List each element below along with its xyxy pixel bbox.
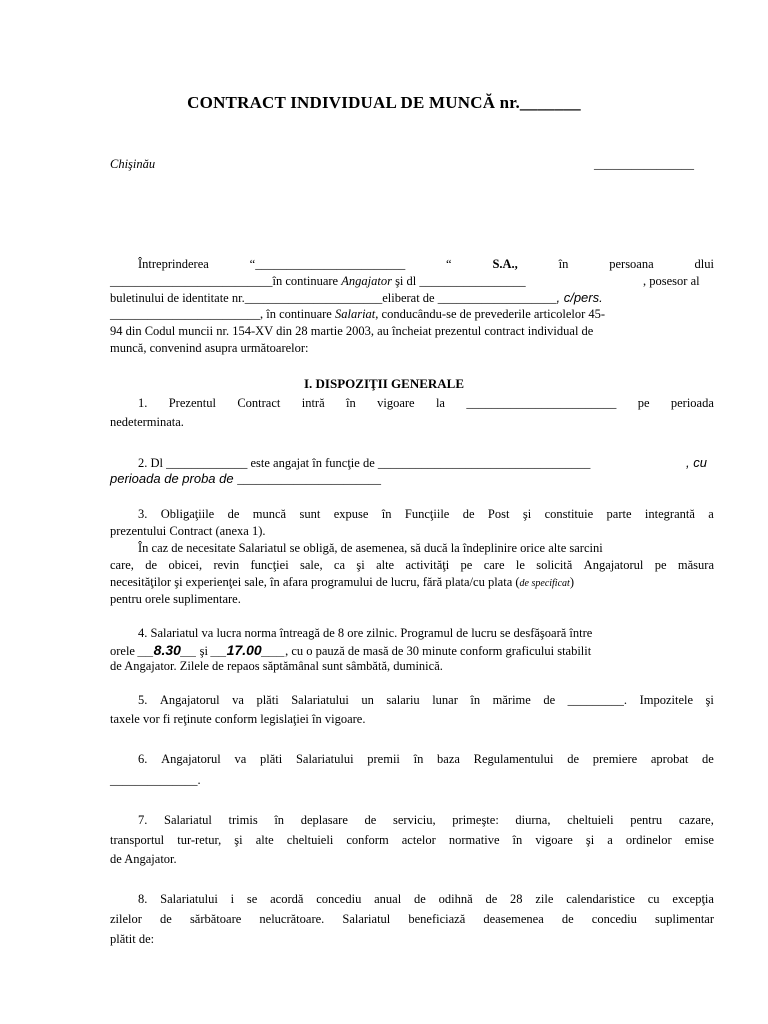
city-label: Chişinău [110,157,156,171]
specify-note: de specificat [519,578,570,589]
intro-line-2 [110,273,526,289]
word: i [230,892,235,906]
word: cazare, [678,813,714,827]
end-time-field[interactable]: __17.00___ [211,642,286,658]
word: alte [376,558,395,572]
word: odihnă [438,892,473,906]
word: ca [333,558,346,572]
word: în [381,507,392,521]
word: de [702,752,714,766]
word: Angajatorul [583,558,644,572]
word: mărime [492,693,531,707]
word: 7. [138,813,148,827]
word: Contract [237,396,281,410]
start-time-field[interactable]: __8.30__ [138,642,197,658]
text: este angajat în funcţie de [247,456,378,470]
word: de [414,892,426,906]
word: parte [606,507,632,521]
word: Salariatul [164,813,212,827]
word: 6. [138,752,148,766]
word: vigoare [535,833,573,847]
word: concediu [591,912,637,926]
word: în [274,813,285,827]
intro-line-4 [110,306,714,322]
issued-by-field[interactable]: ___________________ [437,291,557,305]
word: sunt [299,507,321,521]
p2-line-1 [138,455,590,471]
word: acordă [270,892,304,906]
word: Angajatorul [161,752,221,766]
start-date-field[interactable]: ________________________ [466,396,617,410]
p8-line-2 [110,911,714,927]
word: va [234,752,247,766]
text: , conducându-se de prevederile articolelor 45- [375,307,606,321]
word: excepţia [672,892,714,906]
intro-line-3 [110,290,603,306]
word: cu [647,892,660,906]
p2-cu: , cu [686,455,707,470]
p3-line-2: prezentului Contract (anexa 1). [110,524,266,538]
word: activităţi [405,558,450,572]
word: de [485,892,498,906]
p5-line-1 [110,692,714,708]
word: de [543,693,556,707]
word: şi [585,833,595,847]
word: actelor [401,833,436,847]
word: Salariatului [291,693,349,707]
text: eliberat de [382,291,438,305]
salariat-term: Salariat [334,307,376,321]
intro-line-2-end: , posesor al [643,274,700,288]
p3-line-4 [110,557,714,573]
word: diurna, [515,813,551,827]
word: premiere [592,752,638,766]
word: se [246,892,258,906]
word: 8. [138,892,148,906]
word: deplasare [300,813,348,827]
word: funcţiei [250,558,289,572]
word: premii [367,752,400,766]
employee-name-field[interactable]: _________________ [419,274,526,288]
p3-line-1 [110,506,714,522]
employee-field[interactable]: _____________ [166,456,248,470]
word: de [567,752,580,766]
word: de [561,912,574,926]
word: sărbătoare [189,912,242,926]
word: în [558,257,569,271]
word: va [232,693,244,707]
word: Salariatului [160,892,218,906]
p1-line-2: nedeterminata. [110,415,184,429]
word: alte [255,833,274,847]
p3-line-3: În caz de necesitate Salariatul se obligă, de asemenea, să ducă la îndeplinire orice alte sarcini [138,541,603,555]
word: emise [684,833,714,847]
word: pe [654,558,667,572]
word: baza [437,752,460,766]
word: dlui [694,257,714,271]
word: primeşte: [452,813,499,827]
angajator-term: Angajator [341,274,392,288]
word: Prezentul [168,396,216,410]
word: pe [637,396,650,410]
p5-line-2: taxele vor fi reţinute conform legislaţiei în vigoare. [110,712,366,726]
word: care [483,558,505,572]
company-name-field[interactable]: “________________________ [249,257,406,271]
p2-line-2 [110,471,381,487]
date-field[interactable]: ________________ [594,157,694,171]
text: , în continuare [260,307,335,321]
personal-code-field[interactable]: ________________________ [110,307,260,321]
word: pentru [630,813,663,827]
word: nelucrătoare. [259,912,325,926]
p3-line-5 [110,574,574,592]
word: 28 [510,892,523,906]
p1-line-1 [110,395,714,411]
word: zile [535,892,554,906]
word: în [413,752,424,766]
word: ordinelor [625,833,672,847]
word: Întreprinderea [138,257,209,271]
text: orele [110,644,139,658]
word: Regulamentului [473,752,554,766]
word: suplimentar [654,912,714,926]
word: în [346,396,356,410]
word: cheltuieli [286,833,334,847]
word: care, [110,558,134,572]
word: plăti [260,752,283,766]
word: intră [301,396,325,410]
word: calendaristice [566,892,635,906]
word: salariu [386,693,420,707]
position-field[interactable]: __________________________________ [377,456,591,470]
word: în [470,693,481,707]
word: trimis [228,813,258,827]
word: Post [487,507,510,521]
word: de [160,912,172,926]
word: şi [356,558,365,572]
word: măsura [677,558,714,572]
word: zilelor [110,912,142,926]
id-number-field[interactable]: ______________________ [244,291,383,305]
word: a [607,833,613,847]
representative-name-field[interactable]: __________________________în continuare [110,274,342,288]
text: 2. Dl [138,456,167,470]
word: de [364,813,377,827]
word: revin [213,558,240,572]
word: 1. [138,396,148,410]
word: de [462,507,475,521]
text: şi dl [391,274,420,288]
word: plăti [256,693,279,707]
p8-line-3: plătit de: [110,932,155,946]
word: perioada [670,396,714,410]
word: Salariatului [295,752,354,766]
word: solicită [536,558,573,572]
section-heading: I. DISPOZIŢII GENERALE [303,376,465,391]
word: constituie [544,507,594,521]
intro-line-1 [110,256,714,272]
word: lunar [432,693,458,707]
text: necesităţilor şi experienţei sale, în afara programului de lucru, fără plata/cu plata ( [110,575,520,589]
word: de [145,558,158,572]
p7-line-2 [110,832,714,848]
p7-line-1 [110,812,714,828]
word: Obligaţiile [160,507,215,521]
probation-label: perioada de proba de [110,471,238,486]
word: un [361,693,374,707]
word: obicei, [168,558,203,572]
word: normative [448,833,500,847]
word: în [512,833,523,847]
text: ) [569,575,574,589]
word: muncă [252,507,287,521]
word: transportul [110,833,165,847]
word: sale, [300,558,323,572]
p7-line-3: de Angajator. [110,852,177,866]
text: şi [196,644,212,658]
word: le [515,558,525,572]
word: Angajatorul [159,693,220,707]
intro-line-6: muncă, convenind asupra următoarelor: [110,341,309,355]
word: beneficiază [408,912,466,926]
word: integrantă [644,507,695,521]
word: şi [522,507,532,521]
probation-field[interactable]: _______________________ [237,472,381,486]
word: 3. [138,507,148,521]
personal-code-label: , c/pers. [556,290,603,305]
word: expuse [333,507,369,521]
word: anual [374,892,402,906]
p3-line-6: pentru orele suplimentare. [110,592,241,606]
word: Salariatul [342,912,391,926]
word: persoana [609,257,654,271]
text: , cu o pauză de masă de 30 minute conform graficului stabilit [285,644,592,658]
word: deasemenea [483,912,544,926]
text: buletinului de identitate nr. [110,291,245,305]
page-title: CONTRACT INDIVIDUAL DE MUNCĂ nr._______ [187,93,581,112]
word: vigoare [377,396,415,410]
word: serviciu, [392,813,436,827]
word: “ [446,257,452,271]
word: S.A., [492,257,518,271]
intro-line-5: 94 din Codul muncii nr. 154-XV din 28 martie 2003, au încheiat prezentul contract individual de [110,324,594,338]
p6-line-1 [110,751,714,767]
word: conform [346,833,389,847]
word: la [435,396,445,410]
word: 5. [138,693,148,707]
word: aprobat [650,752,689,766]
p4-line-1: 4. Salariatul va lucra norma întreagă de 8 ore zilnic. Programul de lucru se desfăşoară între [138,626,593,640]
word: concediu [316,892,362,906]
word: tur-retur, [177,833,222,847]
word: Impozitele [639,693,694,707]
word: cheltuieli [567,813,614,827]
word: şi [705,693,714,707]
word: Funcţiile [404,507,450,521]
bonus-approver-field[interactable]: ______________. [110,773,201,787]
word: şi [234,833,243,847]
p4-line-3: de Angajator. Zilele de repaos săptămânal sunt sâmbătă, duminică. [110,659,443,673]
word: de [227,507,240,521]
p8-line-1 [110,891,714,907]
word: a [708,507,714,521]
p4-line-2 [110,642,591,659]
salary-field[interactable]: _________. [567,693,628,707]
word: pe [460,558,473,572]
